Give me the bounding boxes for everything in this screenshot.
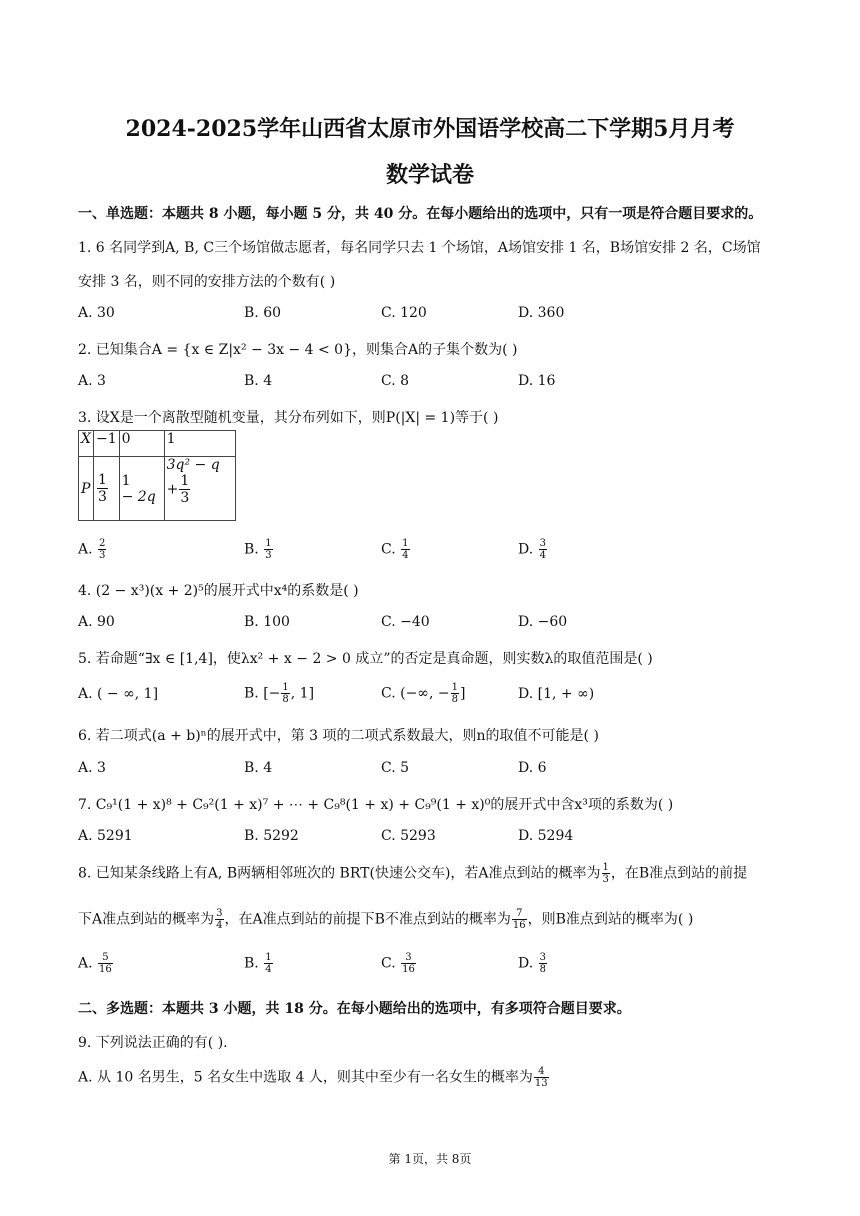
- question-3-option-a: A. $\frac{2}{3}$: [78, 538, 106, 561]
- question-3-option-d: D. $\frac{3}{4}$: [518, 538, 547, 561]
- question-5-option-c: C. (−∞, − $\frac{1}{8}$ ]: [381, 682, 466, 705]
- question-7-option-d: D. 5294: [518, 828, 574, 844]
- question-7-option-c: C. 5293: [381, 828, 436, 844]
- question-4-option-c: C. −40: [381, 614, 430, 630]
- question-3-option-b: B. $\frac{1}{3}$: [244, 538, 272, 561]
- question-8-line-2: 下A准点到站的概率为 $\frac{3}{4}$ ，在A准点到站的前提下B不准点到站的概率为 $\frac{7}{16}$ ，则B准点到站的概率为( ): [78, 908, 694, 931]
- exam-title: 2024-2025学年山西省太原市外国语学校高二下学期5月月考: [125, 116, 735, 142]
- question-4-option-b: B. 100: [244, 614, 290, 630]
- table-header-zero: 0: [119, 431, 164, 457]
- question-1-option-c: C. 120: [381, 305, 427, 321]
- question-6-text: 6. 若二项式(a + b)ⁿ的展开式中，第 3 项的二项式系数最大，则n的取值不可能是( ): [78, 728, 599, 744]
- question-2-option-c: C. 8: [381, 373, 410, 389]
- table-row-p: P: [79, 457, 94, 521]
- question-6-option-a: A. 3: [78, 760, 106, 776]
- question-6-option-b: B. 4: [244, 760, 273, 776]
- question-7-option-b: B. 5292: [244, 828, 299, 844]
- table-header-x: X: [79, 431, 94, 457]
- question-5-option-b: B. [− $\frac{1}{8}$ , 1]: [244, 682, 315, 705]
- question-8-option-a: A. $\frac{5}{16}$: [78, 952, 112, 975]
- section-1-heading: 一、单选题：本题共 8 小题，每小题 5 分，共 40 分。在每小题给出的选项中，只有一项是符合题目要求的。: [78, 206, 763, 222]
- question-1-line-1: 1. 6 名同学到A, B, C三个场馆做志愿者，每名同学只去 1 个场馆，A场馆安排 1 名，B场馆安排 2 名，C场馆: [78, 240, 761, 256]
- question-2-text: 2. 已知集合A = {x ∈ Z|x² − 3x − 4 < 0}，则集合A的子集个数为( ): [78, 342, 518, 358]
- question-7-text: 7. C₉¹(1 + x)⁸ + C₉²(1 + x)⁷ + ⋯ + C₉⁸(1 + x) + C₉⁹(1 + x)⁰的展开式中含x³项的系数为( ): [78, 797, 674, 813]
- question-3-option-c: C. $\frac{1}{4}$: [381, 538, 409, 561]
- table-cell-p-minus-one: $\frac{1}{3}$: [93, 457, 119, 521]
- question-5-option-a: A. ( − ∞, 1]: [78, 686, 159, 702]
- question-2-option-b: B. 4: [244, 373, 273, 389]
- question-9-option-a: A. 从 10 名男生，5 名女生中选取 4 人，则其中至少有一名女生的概率为 $\frac{4}{13}$: [78, 1066, 548, 1089]
- question-4-option-a: A. 90: [78, 614, 115, 630]
- question-4-text: 4. (2 − x³)(x + 2)⁵的展开式中x⁴的系数是( ): [78, 583, 359, 599]
- question-5-text: 5. 若命题“∃x ∈ [1,4]，使λx² + x − 2 > 0 成立”的否定是真命题，则实数λ的取值范围是( ): [78, 651, 653, 667]
- question-9-text: 9. 下列说法正确的有( ).: [78, 1035, 228, 1051]
- distribution-table: [78, 430, 236, 521]
- question-5-option-d: D. [1, + ∞): [518, 686, 595, 702]
- question-7-option-a: A. 5291: [78, 828, 133, 844]
- section-2-heading: 二、多选题：本题共 3 小题，共 18 分。在每小题给出的选项中，有多项符合题目要求。: [78, 1001, 631, 1017]
- question-8-option-d: D. $\frac{3}{8}$: [518, 952, 547, 975]
- question-6-option-d: D. 6: [518, 760, 547, 776]
- page-footer: 第 1页，共 8页: [388, 1152, 472, 1166]
- question-6-option-c: C. 5: [381, 760, 410, 776]
- question-2-option-d: D. 16: [518, 373, 556, 389]
- question-8-line-1: 8. 已知某条线路上有A, B两辆相邻班次的 BRT(快速公交车)，若A准点到站的概率为 $\frac{1}{3}$ ，在B准点到站的前提: [78, 862, 748, 885]
- exam-subtitle: 数学试卷: [385, 162, 474, 188]
- table-header-one: 1: [164, 431, 235, 457]
- question-1-option-b: B. 60: [244, 305, 282, 321]
- table-cell-p-one: 3q² − q + $\frac{1}{3}$: [164, 457, 235, 521]
- table-header-minus-one: −1: [93, 431, 119, 457]
- table-cell-p-zero: 1 − 2q: [119, 457, 164, 521]
- question-1-line-2: 安排 3 名，则不同的安排方法的个数有( ): [78, 274, 336, 290]
- question-2-option-a: A. 3: [78, 373, 106, 389]
- question-8-option-c: C. $\frac{3}{16}$: [381, 952, 415, 975]
- question-1-option-a: A. 30: [78, 305, 115, 321]
- question-3-text: 3. 设X是一个离散型随机变量，其分布列如下，则P(|X| = 1)等于( ): [78, 410, 499, 426]
- question-1-option-d: D. 360: [518, 305, 565, 321]
- question-8-option-b: B. $\frac{1}{4}$: [244, 952, 272, 975]
- question-4-option-d: D. −60: [518, 614, 568, 630]
